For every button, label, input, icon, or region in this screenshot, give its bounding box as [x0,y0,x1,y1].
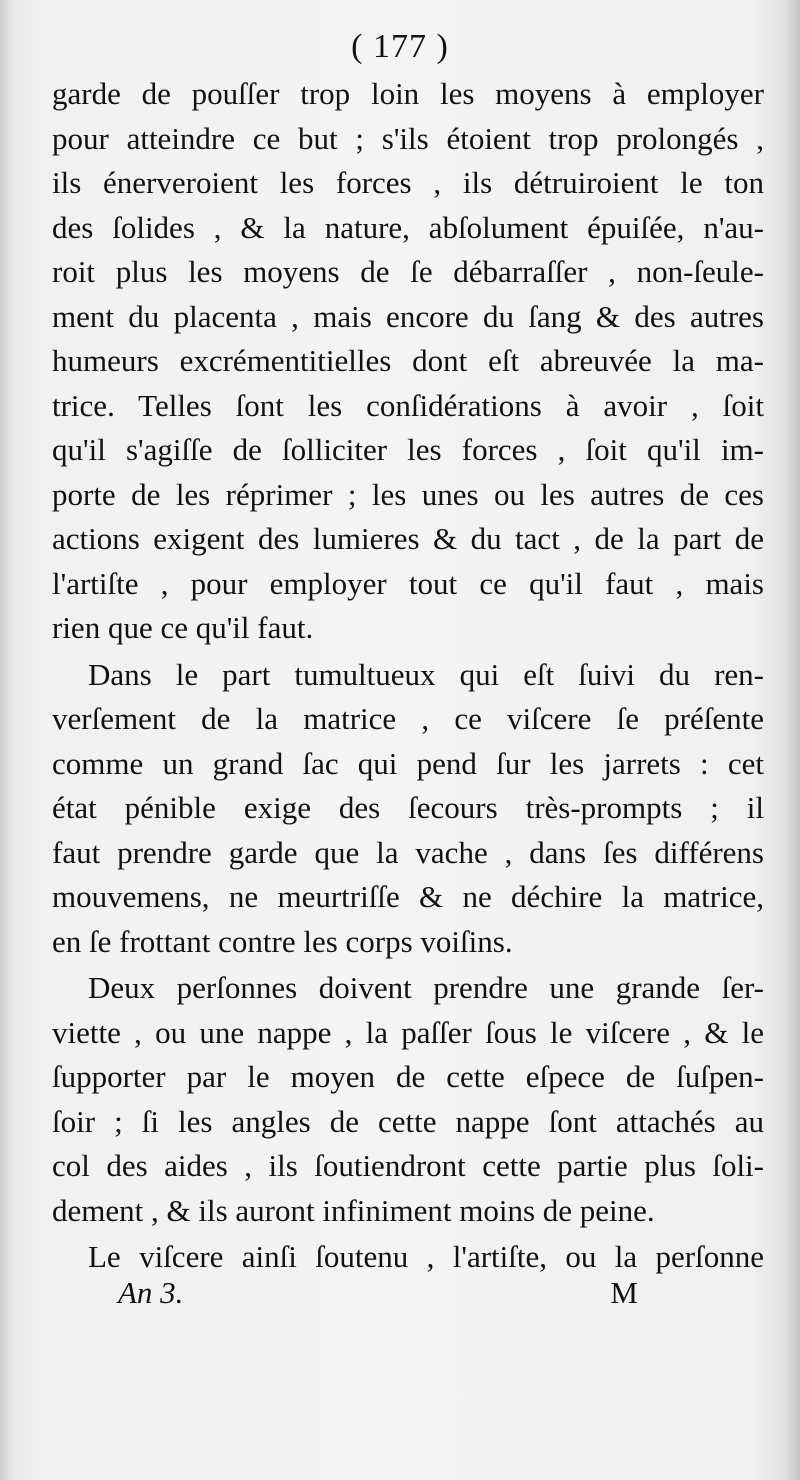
text-line: col des aides , ils ſoutiendront cette partie plus ſoli- [52,1148,764,1183]
text-line: verſement de la matrice , ce viſcere ſe préſente [52,701,764,736]
text-line: Dans le part tumultueux qui eſt ſuivi du ren- [88,656,764,692]
paragraph [52,72,764,651]
signature-letter: M [610,1275,638,1310]
text-line: ſupporter par le moyen de cette eſpece de ſuſpen- [52,1059,764,1094]
text-line: en ſe frottant contre les corps voiſins. [52,923,513,959]
text-line: ils énerveroient les forces , ils détruiroient le ton [52,165,764,200]
text-line: dement , & ils auront infiniment moins de peine. [52,1192,655,1228]
text-line: état pénible exige des ſecours très-prompts ; il [52,790,764,825]
text-line: l'artiſte , pour employer tout ce qu'il faut , mais [52,565,764,601]
text-line: actions exigent des lumieres & du tact , de la part de [52,521,764,556]
paragraph [52,966,764,1233]
text-line: trice. Telles ſont les conſidérations à avoir , ſoit [52,387,764,423]
text-line: ſoir ; ſi les angles de cette nappe ſont attachés au [52,1103,764,1139]
text-line: roit plus les moyens de ſe débarraſſer , non-ſeule- [52,254,764,289]
text-line: Le viſcere ainſi ſoutenu , l'artiſte, ou la perſonne [88,1239,764,1274]
page-number: ( 177 ) [351,28,449,65]
text-line: des ſolides , & la nature, abſolument épuiſée, n'au- [52,209,764,245]
text-line: faut prendre garde que la vache , dans ſes différens [52,834,764,870]
text-line: ment du placenta , mais encore du ſang & des autres [52,298,764,334]
text-line: garde de pouſſer trop loin les moyens à employer [52,76,764,111]
paragraph [52,653,764,965]
text-line: comme un grand ſac qui pend ſur les jarrets : cet [52,745,764,781]
text-line: viette , ou une nappe , la paſſer ſous le viſcere , & le [52,1014,764,1050]
page-edge-shadow-left [0,0,14,1480]
page-footer [118,1275,638,1319]
text-line: pour atteindre ce but ; s'ils étoient trop prolongés , [52,120,764,156]
signature-mark: An 3. [118,1275,184,1310]
text-line: qu'il s'agiſſe de ſolliciter les forces , ſoit qu'il im- [52,432,764,467]
text-line: porte de les réprimer ; les unes ou les autres de ces [52,476,764,512]
text-line: mouvemens, ne meurtriſſe & ne déchire la matrice, [52,879,764,914]
text-line: humeurs excrémentitielles dont eſt abreuvée la ma- [52,343,764,378]
body-text [52,72,764,1280]
page-edge-shadow-right [782,0,800,1480]
text-line: rien que ce qu'il faut. [52,610,314,645]
text-line: Deux perſonnes doivent prendre une grande ſer- [88,970,764,1005]
paragraph [52,1235,764,1280]
